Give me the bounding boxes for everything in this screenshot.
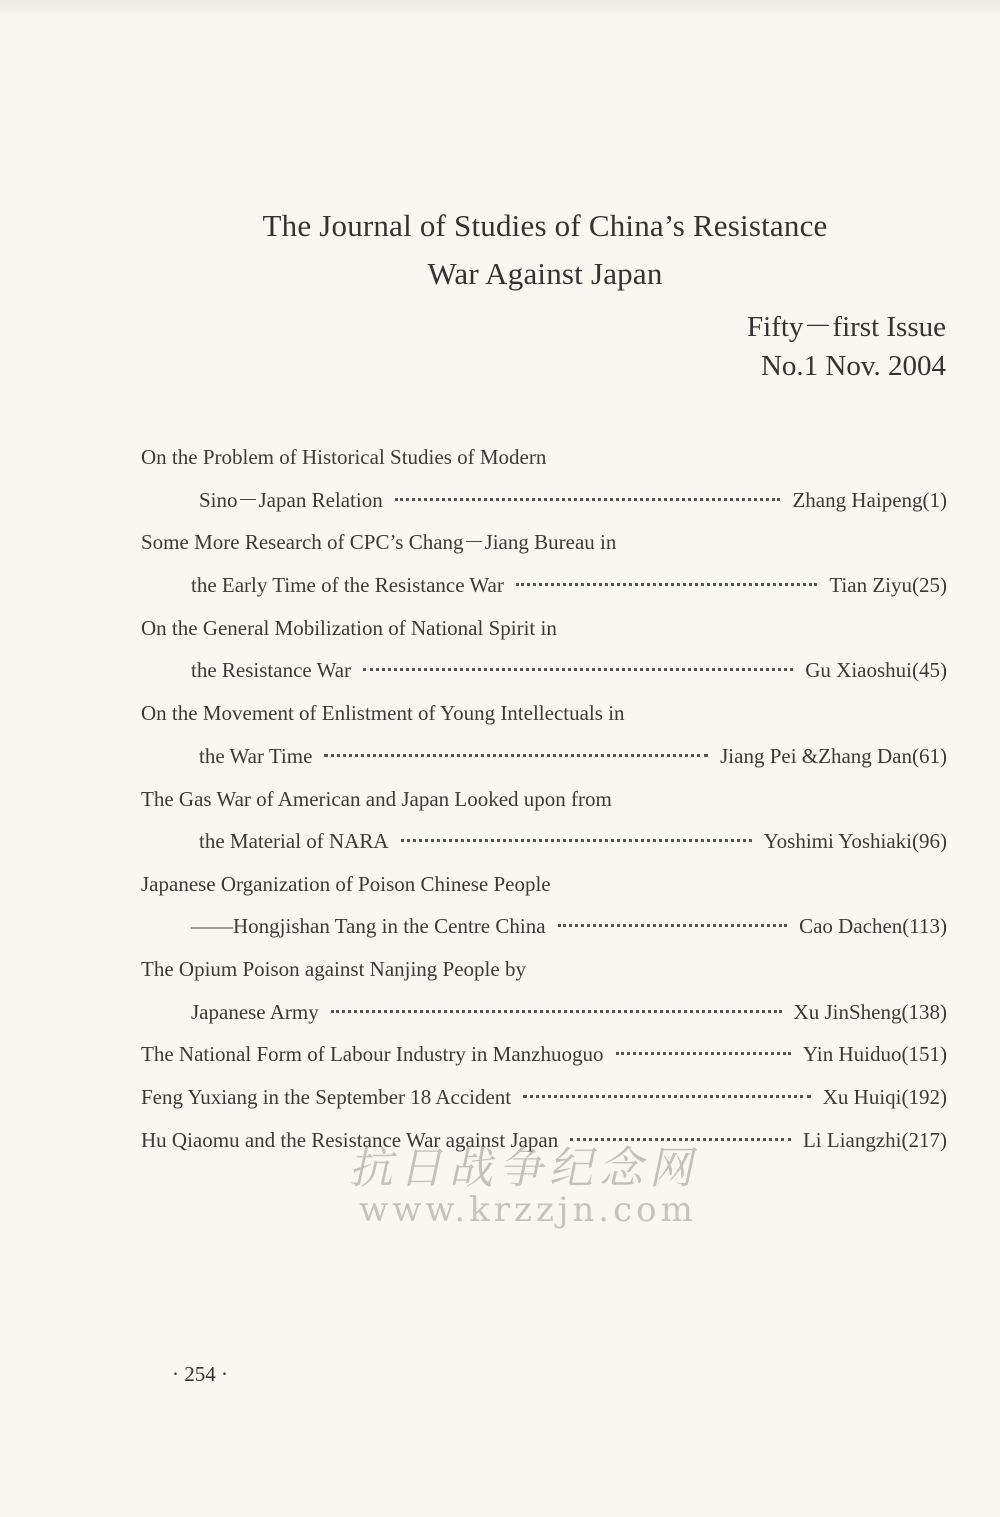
dot-leader bbox=[516, 583, 817, 586]
dot-leader bbox=[523, 1095, 811, 1098]
toc-entry-6-author: Cao Dachen(113) bbox=[799, 914, 947, 938]
dot-leader bbox=[570, 1138, 791, 1141]
page-edge bbox=[0, 0, 1000, 18]
toc-entry-8-line bbox=[141, 1039, 947, 1069]
journal-title-line-2: War Against Japan bbox=[427, 256, 663, 291]
toc-entry-1-title: On the Problem of Historical Studies of Modern bbox=[141, 445, 547, 469]
toc-entry-1-line bbox=[199, 485, 947, 515]
toc-entry-4-title-cont: the War Time bbox=[199, 744, 313, 768]
issue-number-date: No.1 Nov. 2004 bbox=[760, 350, 946, 382]
watermark-url: www.krzzjn.com bbox=[359, 1190, 697, 1230]
toc-entry-2-title: Some More Research of CPC’s Chang－Jiang Bureau in bbox=[141, 530, 617, 554]
dot-leader bbox=[331, 1010, 782, 1013]
toc-entry-9-line bbox=[141, 1082, 947, 1112]
toc-entry-2-author: Tian Ziyu(25) bbox=[829, 573, 947, 597]
watermark-chinese-text: 抗日战争纪念网 bbox=[346, 1143, 708, 1194]
toc-entry-8-title: The National Form of Labour Industry in Manzhuoguo bbox=[141, 1042, 604, 1066]
toc-entry-4-line bbox=[199, 741, 947, 771]
toc-entry-7-title-cont: Japanese Army bbox=[191, 1000, 319, 1024]
toc-entry-9-author: Xu Huiqi(192) bbox=[822, 1085, 947, 1109]
journal-title-line-1: The Journal of Studies of China’s Resistance bbox=[262, 208, 828, 243]
toc-entry-7-author: Xu JinSheng(138) bbox=[793, 1000, 947, 1024]
toc-entry-1-author: Zhang Haipeng(1) bbox=[792, 488, 947, 512]
toc-entry-4-author: Jiang Pei &Zhang Dan(61) bbox=[720, 744, 947, 768]
dot-leader bbox=[324, 754, 708, 757]
page-number: · 254 · bbox=[172, 1362, 228, 1386]
toc-entry-5-author: Yoshimi Yoshiaki(96) bbox=[763, 829, 947, 853]
toc-entry-2-title-cont: the Early Time of the Resistance War bbox=[191, 573, 504, 597]
toc-entry-6-line bbox=[191, 911, 947, 941]
issue-label: Fifty－first Issue bbox=[747, 311, 946, 343]
toc-entry-5-title: The Gas War of American and Japan Looked upon from bbox=[141, 787, 612, 811]
toc-entry-10-line bbox=[141, 1125, 947, 1155]
toc-entry-6-title-cont: ——Hongjishan Tang in the Centre China bbox=[191, 914, 546, 938]
dot-leader bbox=[616, 1052, 791, 1055]
toc-entry-2-line bbox=[191, 570, 947, 600]
toc-entry-7-title: The Opium Poison against Nanjing People by bbox=[141, 957, 526, 981]
toc-entry-5-line bbox=[199, 826, 947, 856]
toc-entry-3-title-cont: the Resistance War bbox=[191, 658, 352, 682]
dot-leader bbox=[558, 924, 788, 927]
toc-entry-4-title: On the Movement of Enlistment of Young Intellectuals in bbox=[141, 701, 625, 725]
toc-entry-8-author: Yin Huiduo(151) bbox=[802, 1042, 947, 1066]
toc-entry-7-line bbox=[191, 997, 947, 1027]
dot-leader bbox=[363, 668, 793, 671]
toc-entry-10-title: Hu Qiaomu and the Resistance War against Japan bbox=[141, 1128, 559, 1152]
toc-entry-10-author: Li Liangzhi(217) bbox=[802, 1128, 947, 1152]
toc-entry-6-title: Japanese Organization of Poison Chinese People bbox=[141, 872, 551, 896]
toc-entry-3-author: Gu Xiaoshui(45) bbox=[805, 658, 947, 682]
dot-leader bbox=[401, 839, 752, 842]
toc-entry-1-title-cont: Sino－Japan Relation bbox=[199, 488, 383, 512]
toc-entry-3-line bbox=[191, 655, 947, 685]
toc-entry-3-title: On the General Mobilization of National Spirit in bbox=[141, 616, 557, 640]
toc-entry-5-title-cont: the Material of NARA bbox=[199, 829, 389, 853]
toc-entry-9-title: Feng Yuxiang in the September 18 Accident bbox=[141, 1085, 512, 1109]
dot-leader bbox=[395, 498, 781, 501]
